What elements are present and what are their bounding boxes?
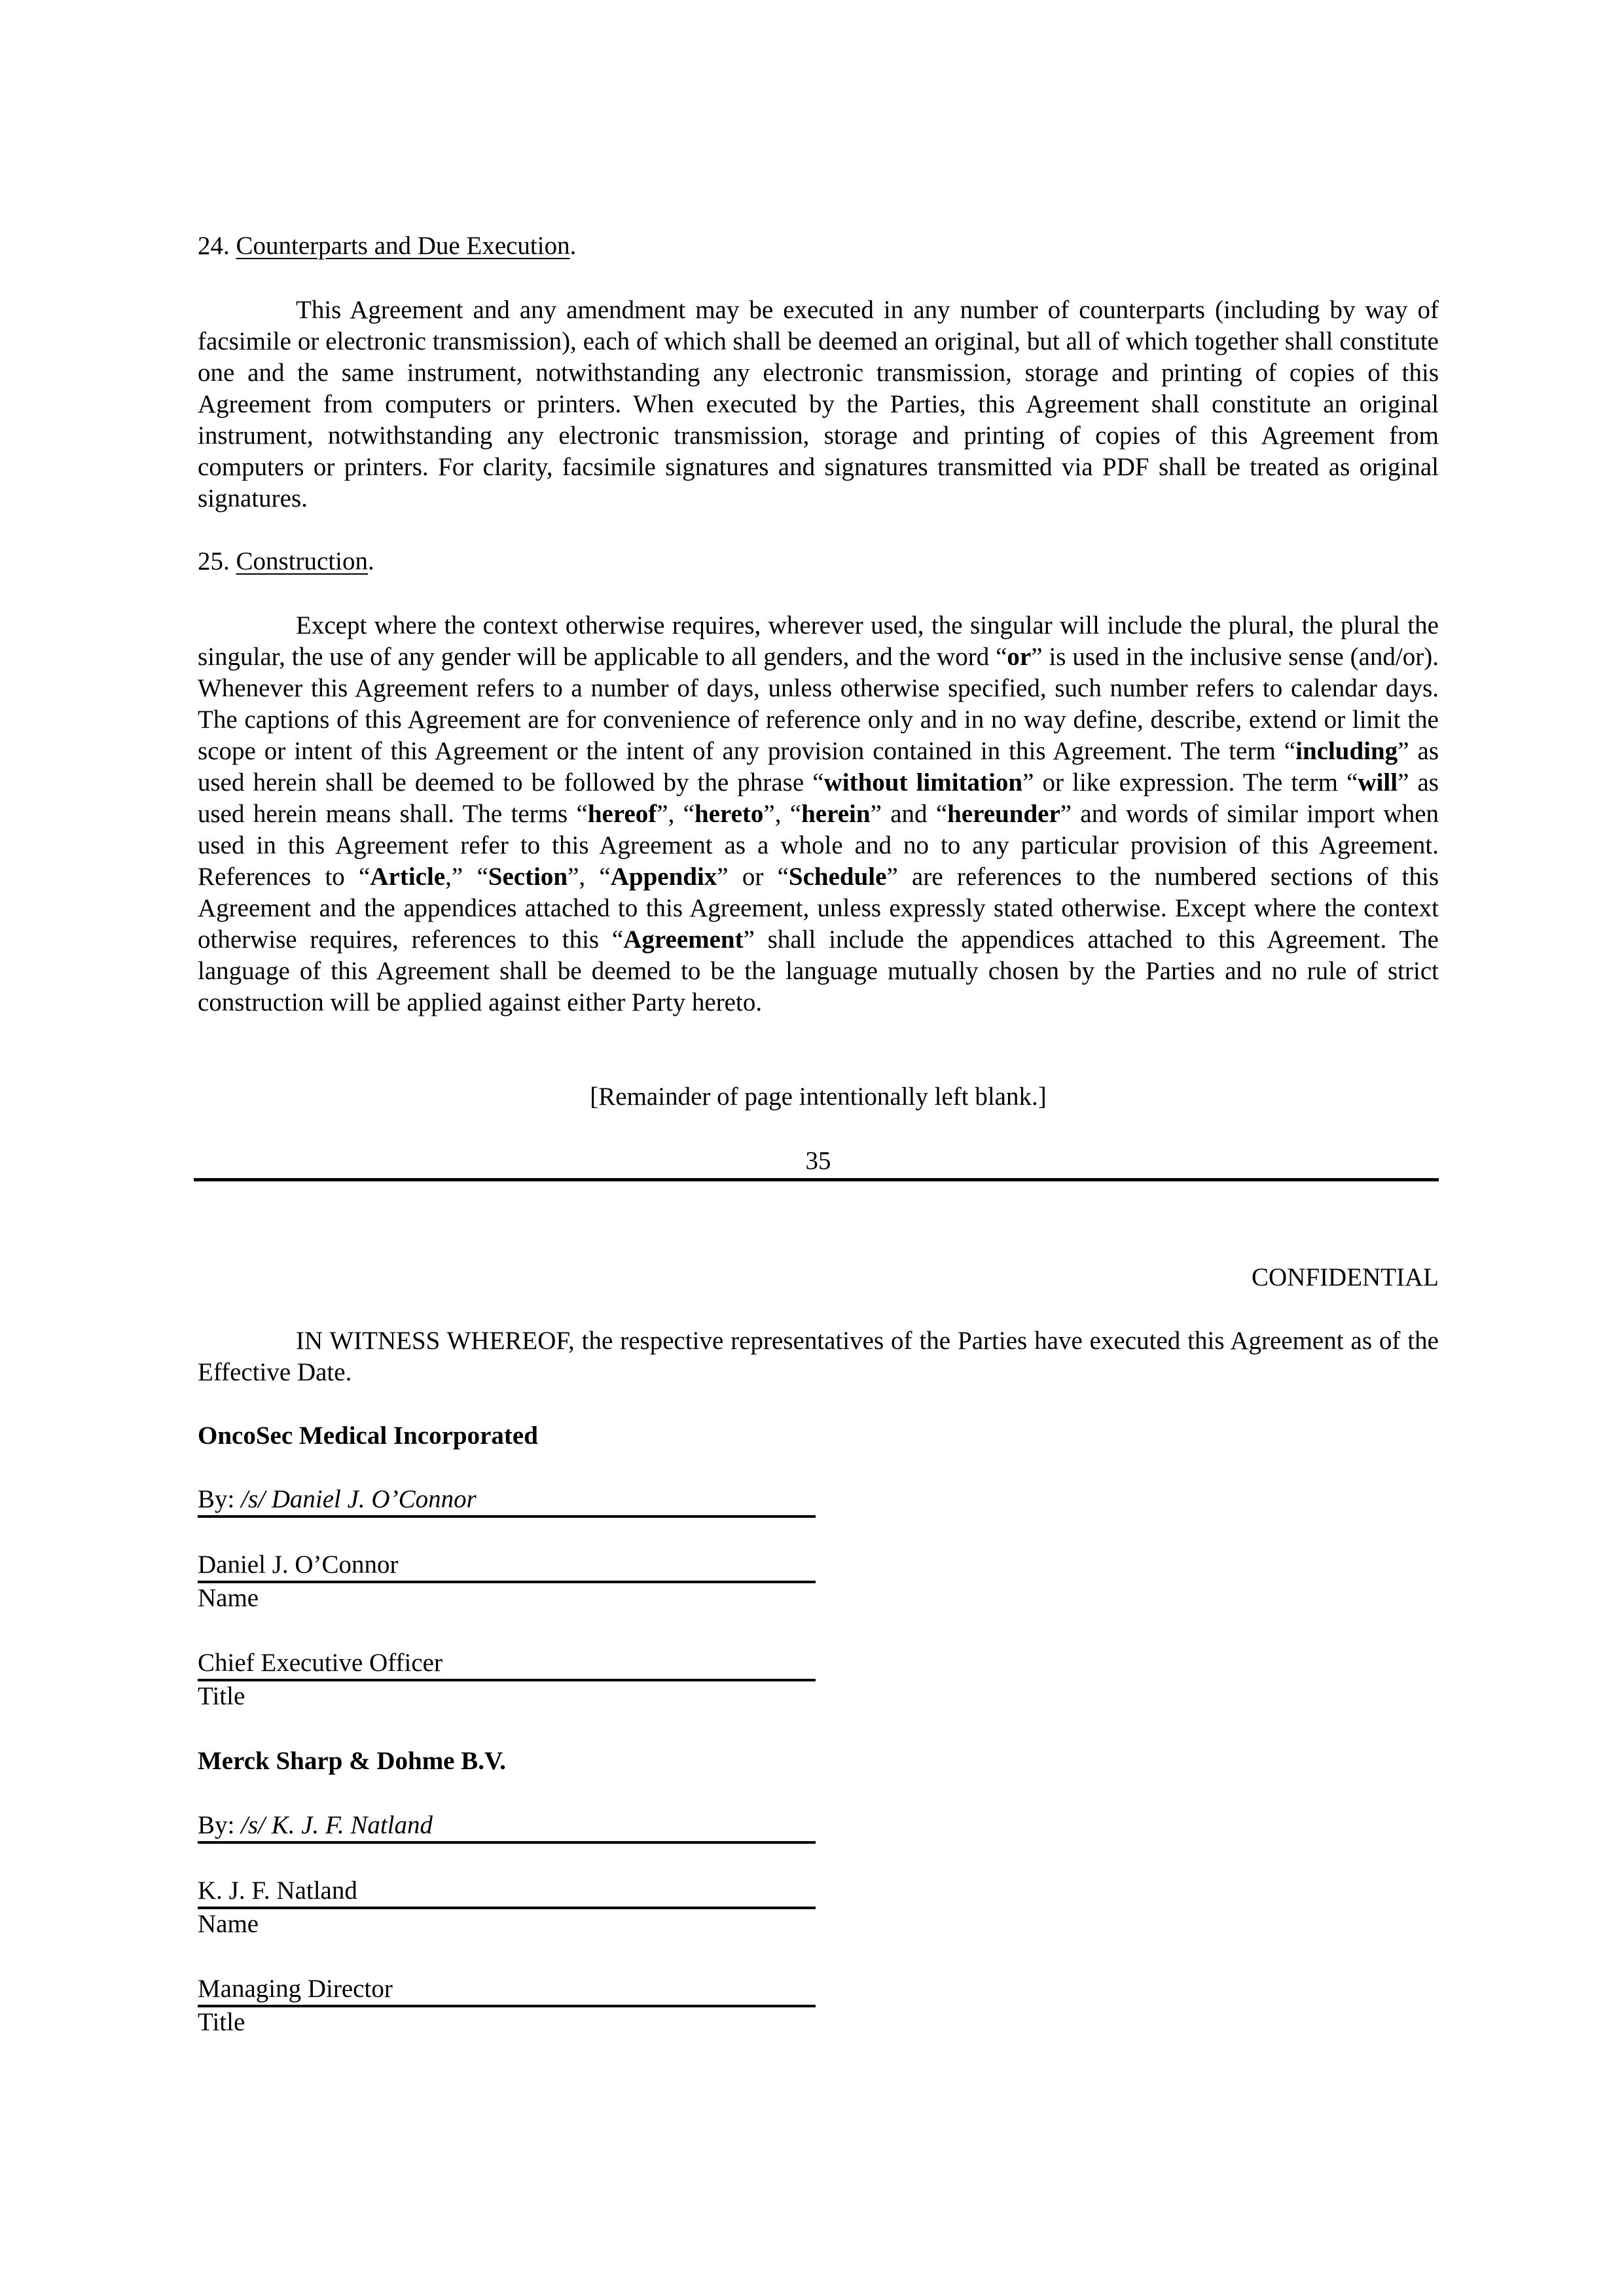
page-break-rule [194,1178,1439,1181]
text-run: ” is used in the inclusive sense (and/or). Whenever this Agreement refers to a number of days, unless otherwise specified, such number refers to calendar days. The captions of this Agreement are for convenience of reference only and in no way define, describe, extend or limit the scope or intent of this Agreement or the intent of any provision contained in this Agreement. The term “ [198,643,1439,765]
defined-term: Section [488,863,568,891]
party2-title-value: Managing Director [198,1975,393,2003]
text-run: ” and “ [870,800,948,828]
text-run: ” or “ [717,863,789,891]
witness-clause [198,1325,1439,1388]
section-24-heading [198,230,1439,262]
witness-text: IN WITNESS WHEREOF, the respective representatives of the Parties have executed this Agreement as of the Effective Date. [198,1327,1439,1386]
party2-signature-row [198,1810,1439,1841]
party1-name-label: Name [198,1584,259,1612]
defined-term: hereof [587,800,657,828]
defined-term: including [1295,737,1398,765]
text-run: Except where the context otherwise requires, wherever used, the singular will include the plural, the plural the singular, the use of any gender will be applicable to all genders, and the word “ [198,611,1439,671]
remainder-blank-note: [Remainder of page intentionally left blank.] [590,1083,1047,1111]
party2-name-value: K. J. F. Natland [198,1876,357,1905]
by-label: By: [198,1485,242,1513]
text-run: ” are references to the numbered sections of this Agreement and the appendices attached to this Agreement, unless expressly stated otherwise. Except where the context otherwise requires, references to this “ [198,863,1439,954]
party1-title-label: Title [198,1682,245,1710]
party2-company-name: Merck Sharp & Dohme B.V. [198,1747,506,1775]
signature-line [198,1515,816,1518]
party1-name-value: Daniel J. O’Connor [198,1551,399,1579]
text-run: ” as used herein shall be deemed to be followed by the phrase “ [198,737,1439,797]
party1-company-name: OncoSec Medical Incorporated [198,1422,538,1450]
signature-line [198,1841,816,1844]
defined-term: herein [801,800,871,828]
text-run: ,” “ [445,863,488,891]
confidential-header: CONFIDENTIAL [1252,1263,1439,1291]
text-run: ”, “ [763,800,802,828]
section-24-number: 24. [198,232,236,260]
text-run: ”, “ [657,800,695,828]
defined-term: hereunder [947,800,1060,828]
page-number: 35 [805,1147,831,1175]
defined-term: Appendix [610,863,717,891]
party1-signature-row [198,1484,1439,1515]
party2-title-label: Title [198,2008,245,2036]
defined-term: will [1358,768,1398,797]
defined-term: Agreement [623,925,744,954]
section-25-heading [198,546,1439,577]
defined-term: or [1007,643,1032,671]
defined-term: without limitation [823,768,1023,797]
section-25-number: 25. [198,547,236,575]
party2-signature: /s/ K. J. F. Natland [241,1811,433,1839]
section-24-title: Counterparts and Due Execution [236,232,570,260]
party1-signature: /s/ Daniel J. O’Connor [241,1485,477,1513]
by-label: By: [198,1811,242,1839]
text-run: ” as used herein means shall. The terms “ [198,768,1439,828]
section-24-text: This Agreement and any amendment may be executed in any number of counterparts (including by way of facsimile or electronic transmission), each of which shall be deemed an original, but all of which together shall constitute one and the same instrument, notwithstanding any electronic transmission, storage and printing of copies of this Agreement from computers or printers. When executed by the Parties, this Agreement shall constitute an original instrument, notwithstanding any electronic transmission, storage and printing of copies of this Agreement from computers or printers. For clarity, facsimile signatures and signatures transmitted via PDF shall be treated as original signatures. [198,296,1439,512]
text-run: ”, “ [568,863,611,891]
section-24-period: . [569,232,577,260]
text-run: ” or like expression. The term “ [1022,768,1358,797]
party1-title-value: Chief Executive Officer [198,1649,442,1677]
section-24-body [198,295,1439,514]
text-run: ” and words of similar import when used in this Agreement refer to this Agreement as a whole and no to any particular provision of this Agreement. References to “ [198,800,1439,891]
text-run: ” shall include the appendices attached to this Agreement. The language of this Agreement shall be deemed to be the language mutually chosen by the Parties and no rule of strict construction will be applied against either Party hereto. [198,925,1439,1016]
defined-term: hereto [694,800,764,828]
section-25-title: Construction [236,547,368,575]
section-25-period: . [368,547,374,575]
party2-name-label: Name [198,1910,259,1938]
defined-term: Article [370,863,446,891]
defined-term: Schedule [788,863,887,891]
section-25-body [198,610,1439,1018]
